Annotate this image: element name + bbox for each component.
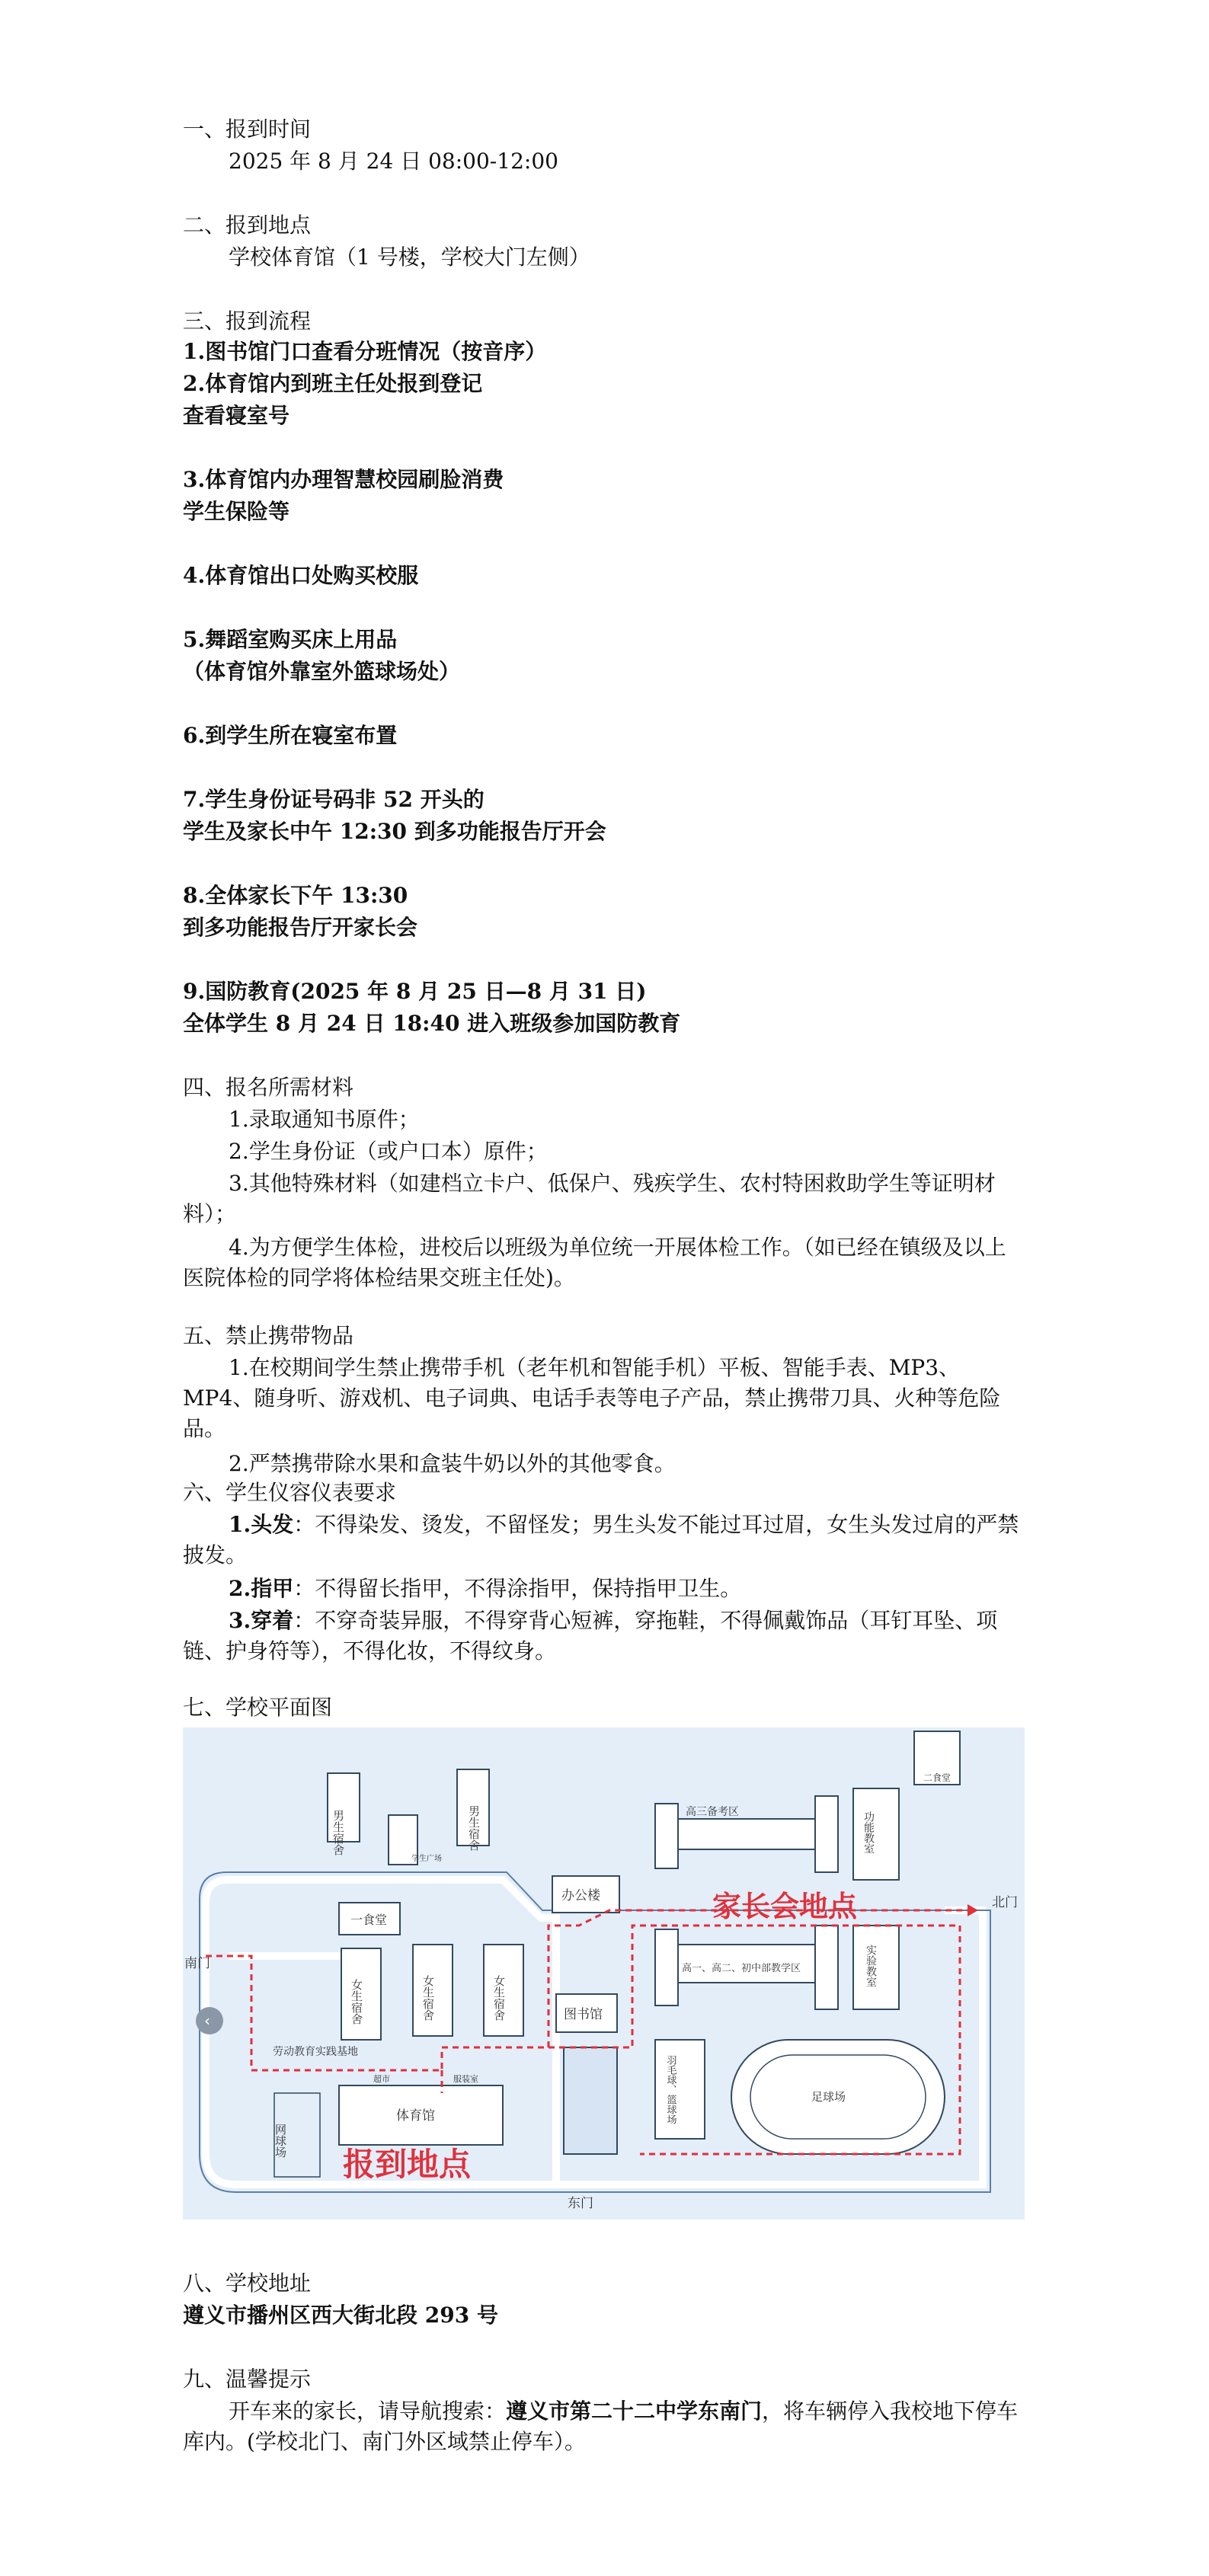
label-south-gate: 南门	[184, 1956, 210, 1971]
label-dorm-girl-3: 女生宿舍	[492, 1975, 506, 2021]
step-line: 学生及家长中午 12:30 到多功能报告厅开会	[183, 819, 606, 844]
building-senior3-a	[655, 1804, 678, 1868]
tip-pre: 开车来的家长，请导航搜索：	[229, 2399, 507, 2424]
material-item: 2.学生身份证（或户口本）原件；	[229, 1139, 548, 1164]
label-badminton: 羽毛球、篮球场	[664, 2055, 676, 2124]
checkin-time: 2025 年 8 月 24 日 08:00-12:00	[229, 149, 558, 174]
step-line: 9.国防教育(2025 年 8 月 25 日—8 月 31 日)	[183, 979, 647, 1004]
school-address: 遵义市播州区西大街北段 293 号	[183, 2303, 498, 2328]
label-east-gate: 东门	[568, 2196, 593, 2211]
label-canteen2: 二食堂	[923, 1772, 952, 1783]
building-badminton	[655, 2040, 705, 2139]
route-arrow	[968, 1904, 978, 1916]
step-line: 1.图书馆门口查看分班情况（按音序）	[183, 339, 547, 364]
label-supermarket: 超市	[373, 2074, 390, 2084]
step-line: 6.到学生所在寝室布置	[183, 723, 398, 748]
appearance-item	[229, 1574, 741, 1604]
section-8-title: 八、学校地址	[183, 2271, 312, 2296]
step-line: 7.学生身份证号码非 52 开头的	[183, 787, 485, 812]
label-football: 足球场	[811, 2090, 846, 2104]
section-2-title: 二、报到地点	[183, 213, 312, 238]
section-1-title: 一、报到时间	[183, 117, 312, 142]
tip-post: ，将车辆停入我校地下停车库内。(学校北门、南门外区域禁止停车）。	[183, 2399, 1019, 2454]
prohibited-item: 1.在校期间学生禁止携带手机（老年机和智能手机）平板、智能手表、MP3、MP4、随身听、游戏机、电子词典、电话手表等电子产品，禁止携带刀具、火种等危险品。	[183, 1355, 1001, 1441]
label-office: 办公楼	[561, 1888, 600, 1903]
appearance-text: ：不穿奇装异服，不得穿背心短裤，穿拖鞋，不得佩戴饰品（耳钉耳坠、项链、护身符等），不得化妆，不得纹身。	[183, 1608, 998, 1664]
step-line: 到多功能报告厅开家长会	[183, 915, 418, 940]
section-9-title: 九、温馨提示	[183, 2367, 312, 2392]
label-square: 学生广场	[411, 1855, 442, 1863]
label-dorm-boy-1: 男生宿舍	[331, 1810, 345, 1855]
section-3-title: 三、报到流程	[183, 308, 312, 334]
step-line: 3.体育馆内办理智慧校园刷脸消费	[183, 467, 504, 492]
section-7-title: 七、学校平面图	[183, 1695, 333, 1720]
appearance-label: 1.头发	[229, 1512, 294, 1537]
appearance-text: ：不得染发、烫发，不留怪发；男生头发不能过耳过眉，女生头发过肩的严禁披发。	[183, 1512, 1019, 1568]
label-lab: 实验教室	[865, 1945, 877, 1987]
label-multi: 功能教室	[862, 1811, 875, 1854]
section-4-title: 四、报名所需材料	[183, 1075, 354, 1100]
tip-nav-target: 遵义市第二十二中学东南门	[506, 2399, 763, 2424]
material-item: 4.为方便学生体检，进校后以班级为单位统一开展体检工作。（如已经在镇级及以上医院体检的同学将体检结果交班主任处)。	[183, 1235, 1006, 1290]
step-line: （体育馆外靠室外篮球场处）	[183, 659, 461, 684]
label-dorm-girl-2: 女生宿舍	[421, 1975, 435, 2021]
building-teach-c	[815, 1926, 838, 2009]
material-item: 3.其他特殊材料（如建档立卡户、低保户、残疾学生、农村特困救助学生等证明材料）；	[183, 1171, 996, 1226]
step-line: 2.体育馆内到班主任处报到登记	[183, 371, 483, 396]
label-meeting-place: 家长会地点	[712, 1890, 858, 1923]
step-line: 学生保险等	[183, 499, 290, 524]
label-store: 服装室	[453, 2074, 478, 2084]
step-line: 查看寝室号	[183, 403, 290, 428]
checkin-place: 学校体育馆（1 号楼，学校大门左侧）	[229, 244, 590, 270]
school-map-drawing	[183, 1727, 1025, 2220]
building-senior3-c	[815, 1796, 838, 1872]
label-library: 图书馆	[564, 2007, 603, 2022]
building-multi	[853, 1788, 899, 1880]
appearance-label: 3.穿着	[229, 1608, 294, 1633]
appearance-text: ：不得留长指甲，不得涂指甲，保持指甲卫生。	[293, 1576, 742, 1601]
label-labor: 劳动教育实践基地	[273, 2046, 358, 2058]
building-teach-a	[655, 1929, 678, 2006]
step-line: 全体学生 8 月 24 日 18:40 进入班级参加国防教育	[183, 1011, 681, 1036]
prohibited-item: 2.严禁携带除水果和盒装牛奶以外的其他零食。	[229, 1451, 676, 1476]
label-gym: 体育馆	[396, 2108, 435, 2124]
tip-paragraph	[183, 2396, 1025, 2457]
step-line: 4.体育馆出口处购买校服	[183, 563, 419, 588]
label-senior3: 高三备考区	[686, 1806, 739, 1818]
step-line: 8.全体家长下午 13:30	[183, 883, 408, 908]
appearance-item	[183, 1606, 1025, 1667]
appearance-item	[183, 1510, 1025, 1571]
school-map	[183, 1727, 1025, 2220]
building-court	[564, 2047, 617, 2154]
label-checkin-place: 报到地点	[343, 2146, 472, 2183]
label-north-gate: 北门	[992, 1895, 1018, 1910]
label-dorm-girl-1: 女生宿舍	[350, 1979, 363, 2025]
section-5-title: 五、禁止携带物品	[183, 1323, 354, 1348]
label-teach-zone: 高一、高二、初中部教学区	[682, 1963, 801, 1974]
building-senior3-b	[678, 1819, 815, 1849]
label-dorm-boy-3: 男生宿舍	[467, 1805, 481, 1851]
chevron-left-icon: ‹	[204, 2012, 210, 2030]
label-tennis: 网球场	[273, 2124, 287, 2158]
label-canteen1: 一食堂	[350, 1913, 388, 1927]
material-item: 1.录取通知书原件；	[229, 1107, 420, 1132]
appearance-label: 2.指甲	[229, 1576, 294, 1601]
section-6-title: 六、学生仪容仪表要求	[183, 1480, 397, 1505]
step-line: 5.舞蹈室购买床上用品	[183, 627, 398, 652]
